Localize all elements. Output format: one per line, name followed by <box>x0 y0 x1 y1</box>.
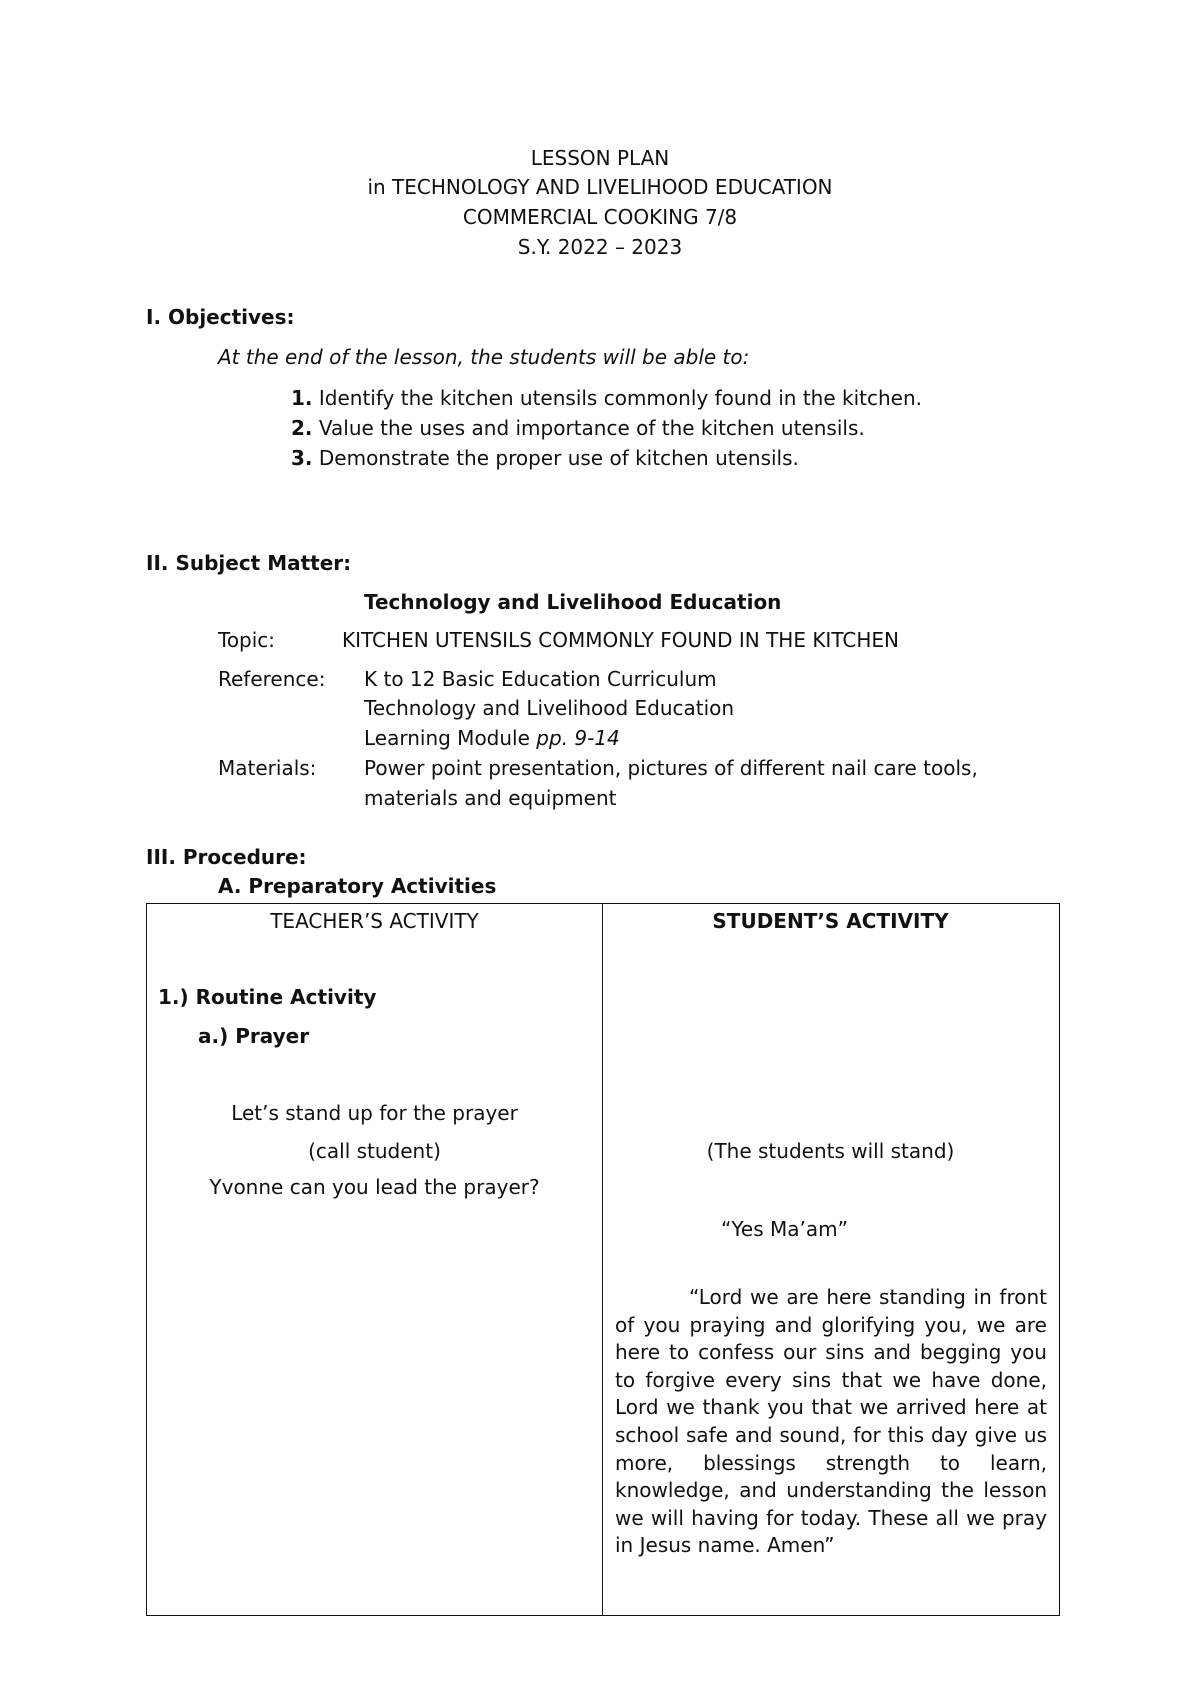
reference-line: Technology and Livelihood Education <box>364 696 735 720</box>
materials-label: Materials: <box>218 756 317 780</box>
student-activity-header: STUDENT’S ACTIVITY <box>712 909 949 933</box>
reference-label: Reference: <box>218 667 326 691</box>
objective-item <box>291 416 865 440</box>
objective-item <box>291 446 799 470</box>
objective-text: Identify the kitchen utensils commonly found in the kitchen. <box>318 386 923 410</box>
teacher-line: (call student) <box>308 1139 441 1163</box>
topic-label: Topic: <box>218 628 276 652</box>
teacher-line: Yvonne can you lead the prayer? <box>209 1175 540 1199</box>
materials-line: Power point presentation, pictures of different nail care tools, <box>364 756 978 780</box>
objective-text: Value the uses and importance of the kitchen utensils. <box>318 416 865 440</box>
reference-line <box>364 726 620 750</box>
header-course: COMMERCIAL COOKING 7/8 <box>462 205 738 229</box>
objective-item <box>291 386 922 410</box>
header-school-year: S.Y. 2022 – 2023 <box>517 235 683 259</box>
reference-module: Learning Module <box>364 726 537 750</box>
materials-line: materials and equipment <box>364 786 617 810</box>
activities-table <box>146 903 1060 1616</box>
objective-number: 2. <box>291 416 313 440</box>
topic-value: KITCHEN UTENSILS COMMONLY FOUND IN THE KITCHEN <box>342 628 899 652</box>
teacher-line: Let’s stand up for the prayer <box>231 1101 518 1125</box>
student-stand-response: (The students will stand) <box>706 1139 955 1163</box>
student-yes-response: “Yes Ma’am” <box>721 1217 848 1241</box>
prayer-label: a.) Prayer <box>198 1024 310 1048</box>
objectives-intro: At the end of the lesson, the students will be able to: <box>218 345 750 369</box>
subject-matter-heading: II. Subject Matter: <box>146 551 352 575</box>
teacher-activity-header: TEACHER’S ACTIVITY <box>270 909 479 933</box>
routine-activity-label: 1.) Routine Activity <box>158 985 377 1009</box>
reference-pages: pp. 9-14 <box>536 726 620 750</box>
objective-text: Demonstrate the proper use of kitchen utensils. <box>318 446 799 470</box>
header-title: LESSON PLAN <box>530 146 670 170</box>
reference-line: K to 12 Basic Education Curriculum <box>364 667 717 691</box>
procedure-heading: III. Procedure: <box>146 845 307 869</box>
header-subject: in TECHNOLOGY AND LIVELIHOOD EDUCATION <box>367 175 833 199</box>
preparatory-activities-heading: A. Preparatory Activities <box>218 874 497 898</box>
objective-number: 3. <box>291 446 313 470</box>
student-prayer-text: “Lord we are here standing in front of you praying and glorifying you, we are here to confess our sins and begging you to forgive every sins that we have done, Lord we thank you that we arrived here at school safe and sound, for this day give us more, blessings strength to learn, knowledge, and understanding the lesson we will having for today. These all we pray in Jesus name. Amen” <box>615 1285 1047 1558</box>
objective-number: 1. <box>291 386 313 410</box>
subject-title: Technology and Livelihood Education <box>364 590 782 614</box>
objectives-heading: I. Objectives: <box>146 305 295 329</box>
table-column-divider <box>602 904 603 1615</box>
